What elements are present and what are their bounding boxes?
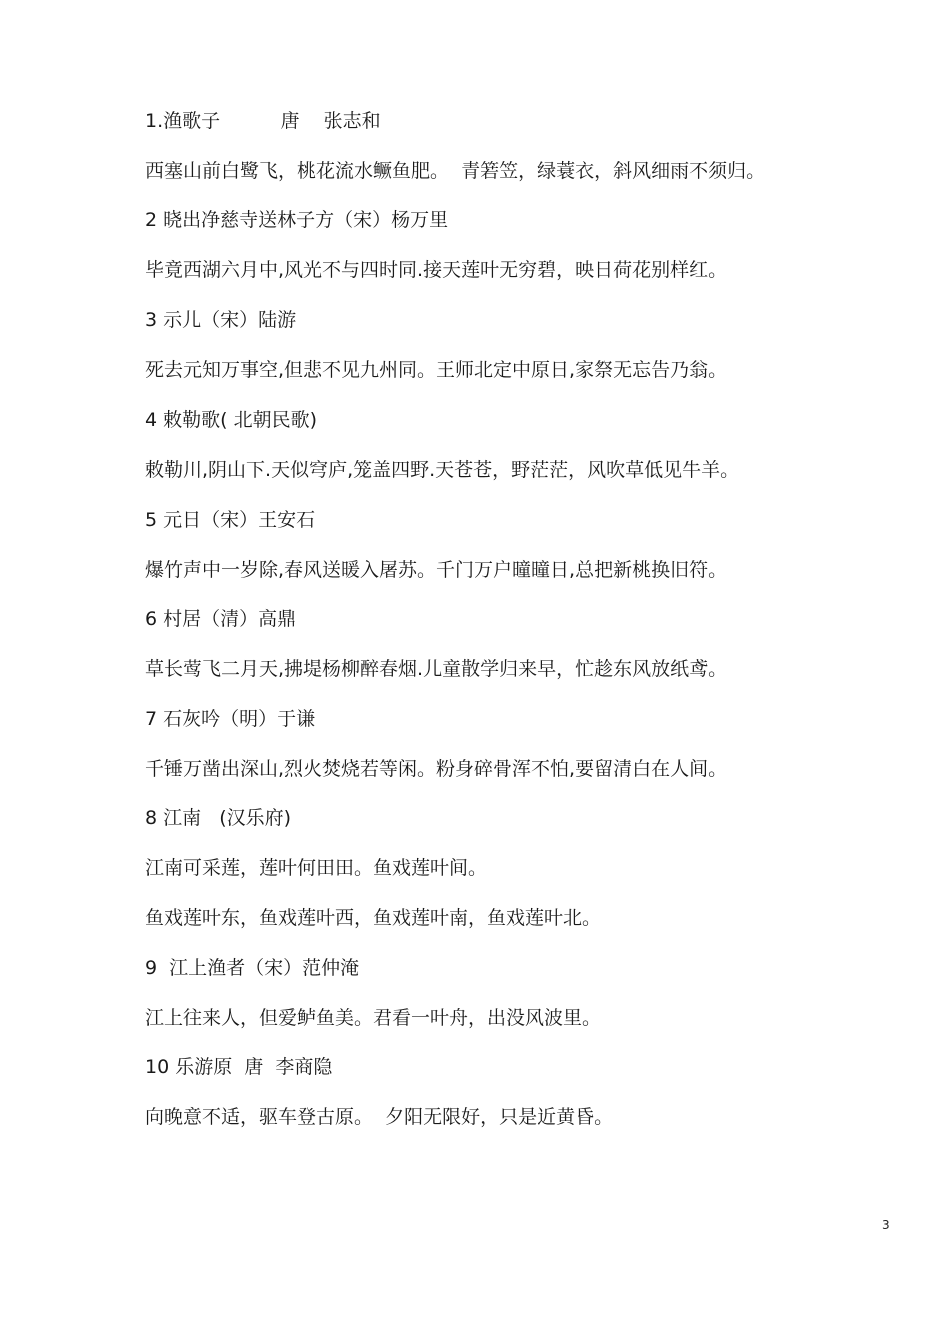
poem-3-title: 3 示儿（宋）陆游 (145, 309, 297, 331)
poem-6-text: 草长莺飞二月天,拂堤杨柳醉春烟.儿童散学归来早，忙趁东风放纸鸢。 (145, 658, 728, 680)
poem-8-text-line-1: 江南可采莲，莲叶何田田。鱼戏莲叶间。 (145, 857, 488, 879)
page-number: 3 (882, 1218, 890, 1232)
poem-2-title: 2 晓出净慈寺送林子方（宋）杨万里 (145, 209, 449, 231)
poem-7-text: 千锤万凿出深山,烈火焚烧若等闲。粉身碎骨浑不怕,要留清白在人间。 (145, 758, 728, 780)
poem-9-text: 江上往来人，但爱鲈鱼美。君看一叶舟，出没风波里。 (145, 1007, 602, 1029)
poem-1-text: 西塞山前白鹭飞，桃花流水鳜鱼肥。 青箬笠，绿蓑衣，斜风细雨不须归。 (145, 160, 766, 182)
poem-3-text: 死去元知万事空,但悲不见九州同。王师北定中原日,家祭无忘告乃翁。 (145, 359, 728, 381)
poem-10-text: 向晚意不适，驱车登古原。 夕阳无限好，只是近黄昏。 (145, 1106, 614, 1128)
poem-8-title: 8 江南 (汉乐府) (145, 807, 292, 829)
poem-8-text-line-2: 鱼戏莲叶东，鱼戏莲叶西，鱼戏莲叶南，鱼戏莲叶北。 (145, 907, 602, 929)
poem-6-title: 6 村居（清）高鼎 (145, 608, 297, 630)
poem-5-title: 5 元日（宋）王安石 (145, 509, 316, 531)
poem-9-title: 9 江上渔者（宋）范仲淹 (145, 957, 360, 979)
poem-7-title: 7 石灰吟（明）于谦 (145, 708, 316, 730)
poem-10-title: 10 乐游原 唐 李商隐 (145, 1056, 333, 1078)
poem-4-title: 4 敕勒歌( 北朝民歌) (145, 409, 317, 431)
poem-4-text: 敕勒川,阴山下.天似穹庐,笼盖四野.天苍苍，野茫茫，风吹草低见牛羊。 (145, 459, 740, 481)
poem-2-text: 毕竟西湖六月中,风光不与四时同.接天莲叶无穷碧，映日荷花别样红。 (145, 259, 728, 281)
poem-1-title: 1.渔歌子 唐 张志和 (145, 110, 381, 132)
poem-5-text: 爆竹声中一岁除,春风送暖入屠苏。千门万户曈曈日,总把新桃换旧符。 (145, 559, 728, 581)
